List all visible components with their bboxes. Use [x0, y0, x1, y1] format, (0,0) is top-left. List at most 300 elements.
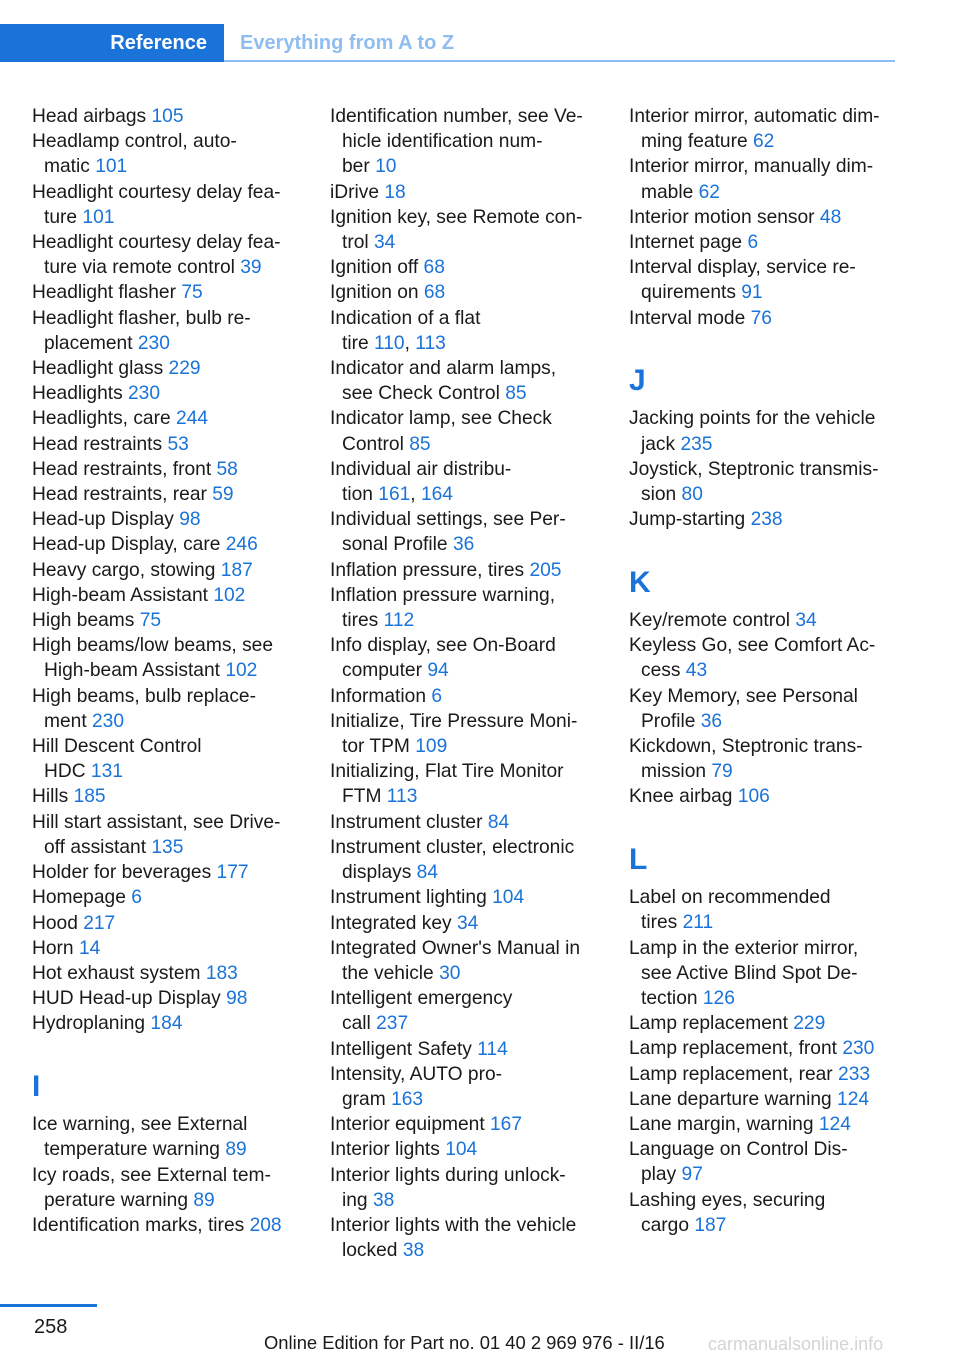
- entry-term: FTM: [342, 786, 382, 808]
- index-entry: [32, 583, 312, 608]
- page-reference-link[interactable]: 113: [386, 786, 418, 808]
- entry-term: see Check Control: [342, 383, 500, 405]
- entry-term: Knee airbag: [629, 786, 733, 808]
- entry-term: ture via remote control: [44, 257, 235, 279]
- page-reference-link[interactable]: 230: [128, 383, 161, 405]
- page-reference-link[interactable]: 6: [431, 685, 442, 707]
- index-entry: [330, 507, 610, 557]
- index-entry: [330, 1213, 610, 1263]
- index-entry: [32, 356, 312, 381]
- page-reference-link[interactable]: 106: [737, 786, 770, 808]
- index-entry: [330, 583, 610, 633]
- entry-term: Keyless Go, see Comfort Ac-: [629, 635, 876, 657]
- page-reference-link[interactable]: 114: [477, 1038, 508, 1060]
- page-reference-link[interactable]: 48: [819, 206, 842, 228]
- entry-term: Inflation pressure warning,: [330, 584, 556, 606]
- index-entry: [330, 104, 610, 180]
- page-header: [0, 24, 895, 62]
- page-reference-link[interactable]: 79: [711, 761, 733, 783]
- entry-term: Individual settings, see Per-: [330, 509, 566, 531]
- entry-term: Heavy cargo, stowing: [32, 559, 216, 581]
- page-reference-link[interactable]: 124: [837, 1088, 870, 1110]
- index-entry: [32, 104, 312, 129]
- index-entry: [32, 1011, 312, 1036]
- page-reference-link[interactable]: 6: [747, 232, 759, 254]
- entry-term: cargo: [641, 1214, 689, 1236]
- page-reference-link[interactable]: 38: [372, 1189, 395, 1211]
- entry-term: iDrive: [330, 181, 380, 203]
- page-reference-link[interactable]: 43: [685, 660, 708, 682]
- section-tab: Reference: [0, 24, 224, 62]
- entry-term: Interior lights with the vehicle: [330, 1214, 577, 1236]
- index-entry: [32, 986, 312, 1011]
- entry-term: Info display, see On-Board: [330, 635, 556, 657]
- index-entry: [330, 356, 610, 406]
- index-entry: [629, 608, 909, 633]
- page-reference-link[interactable]: 94: [427, 660, 449, 682]
- entry-term: Head-up Display, care: [32, 534, 221, 556]
- index-entry: [32, 936, 312, 961]
- entry-term: Information: [330, 685, 426, 707]
- entry-term: Lashing eyes, securing: [629, 1189, 826, 1211]
- page-reference-link[interactable]: 80: [681, 484, 703, 506]
- page-reference-link[interactable]: 244: [176, 408, 209, 430]
- index-entry: [629, 1011, 909, 1036]
- entry-term: Intelligent Safety: [330, 1038, 472, 1060]
- page-reference-link[interactable]: 164: [420, 484, 453, 506]
- page-reference-link[interactable]: 68: [423, 257, 445, 279]
- spacer: [32, 1037, 312, 1062]
- page-reference-link[interactable]: 68: [423, 282, 446, 304]
- page-reference-link[interactable]: 98: [179, 509, 201, 531]
- page-reference-link[interactable]: 163: [391, 1088, 424, 1110]
- index-entry: [629, 1112, 909, 1137]
- entry-term: Ignition key, see Remote con-: [330, 206, 583, 228]
- entry-term: Headlights, care: [32, 408, 171, 430]
- page-reference-link[interactable]: 34: [374, 232, 396, 254]
- page-reference-link[interactable]: 6: [131, 887, 142, 909]
- page-reference-link[interactable]: 187: [694, 1214, 727, 1236]
- entry-term: the vehicle: [342, 962, 434, 984]
- page-reference-link[interactable]: 135: [151, 836, 184, 858]
- page-reference-link[interactable]: 230: [842, 1038, 875, 1060]
- index-entry: [32, 1163, 312, 1213]
- page-reference-link[interactable]: 229: [793, 1013, 826, 1035]
- index-entry: [330, 1163, 610, 1213]
- index-entry: [629, 1087, 909, 1112]
- index-entry: [330, 885, 610, 910]
- page-reference-link[interactable]: 14: [78, 937, 101, 959]
- index-entry: [629, 885, 909, 935]
- entry-term: Interior equipment: [330, 1114, 485, 1136]
- entry-term: mission: [641, 761, 707, 783]
- index-letter-heading: J: [629, 364, 646, 398]
- entry-term: ing: [342, 1189, 368, 1211]
- entry-term: Lane departure warning: [629, 1088, 832, 1110]
- entry-term: Lamp replacement: [629, 1013, 788, 1035]
- entry-term: Key/remote control: [629, 610, 791, 631]
- header-rule: [224, 60, 895, 62]
- page-reference-link[interactable]: 58: [216, 458, 238, 480]
- index-entry: [32, 558, 312, 583]
- index-entry: [32, 633, 312, 683]
- index-entry: [32, 457, 312, 482]
- index-entry: [32, 180, 312, 230]
- index-entry: [330, 180, 610, 205]
- index-entry: [32, 129, 312, 179]
- entry-term: computer: [342, 660, 422, 682]
- index-entry: [330, 759, 610, 809]
- page-reference-link[interactable]: 238: [750, 509, 783, 531]
- entry-term: tire: [342, 332, 369, 354]
- entry-term: Head restraints: [32, 433, 163, 455]
- index-entry: [629, 1036, 909, 1061]
- entry-term: High-beam Assistant: [32, 584, 208, 606]
- page-reference-link[interactable]: 84: [416, 862, 439, 884]
- page-reference-link[interactable]: 208: [249, 1214, 282, 1236]
- page-reference-link[interactable]: 34: [795, 610, 817, 631]
- index-entry: [32, 1213, 312, 1238]
- page-reference-link[interactable]: 84: [487, 811, 510, 833]
- entry-term: Holder for beverages: [32, 862, 212, 884]
- spacer: [629, 331, 909, 356]
- entry-term: Headlight glass: [32, 358, 164, 380]
- entry-term: Homepage: [32, 887, 126, 909]
- entry-term: Identification number, see Ve-: [330, 106, 583, 127]
- index-entry: [32, 885, 312, 910]
- page-reference-link[interactable]: 187: [220, 559, 253, 581]
- page-reference-link[interactable]: 113: [415, 332, 446, 354]
- entry-term: matic: [44, 156, 90, 178]
- entry-term: trol: [342, 232, 369, 254]
- index-entry: [32, 608, 312, 633]
- index-entry: [629, 230, 909, 255]
- entry-term: High beams: [32, 610, 135, 632]
- page-reference-link[interactable]: 177: [216, 862, 249, 884]
- index-entry: [32, 810, 312, 860]
- page-reference-link[interactable]: 109: [415, 736, 448, 758]
- page-reference-link[interactable]: 38: [402, 1240, 425, 1262]
- index-entry: [330, 835, 610, 885]
- entry-term: Head restraints, rear: [32, 484, 207, 506]
- entry-term: Headlight flasher, bulb re-: [32, 307, 251, 329]
- entry-term: Interior lights during unlock-: [330, 1164, 566, 1186]
- index-column-3: [629, 104, 909, 1238]
- entry-term: Intensity, AUTO pro-: [330, 1063, 503, 1085]
- entry-term: Inflation pressure, tires: [330, 559, 525, 581]
- entry-term: Jacking points for the vehicle: [629, 408, 876, 430]
- index-entry: [629, 684, 909, 734]
- index-entry: [32, 961, 312, 986]
- entry-term: call: [342, 1013, 371, 1035]
- index-entry: [629, 255, 909, 305]
- page-reference-link[interactable]: 89: [193, 1189, 215, 1211]
- index-letter-heading: K: [629, 565, 651, 599]
- page-reference-link[interactable]: 229: [168, 358, 201, 380]
- entry-term: Joystick, Steptronic transmis-: [629, 458, 879, 480]
- page-reference-link[interactable]: 101: [82, 206, 115, 228]
- index-entry: [330, 280, 610, 305]
- index-entry: [32, 381, 312, 406]
- index-entry: [330, 810, 610, 835]
- entry-term: Indicator and alarm lamps,: [330, 358, 557, 380]
- entry-term: see Active Blind Spot De-: [641, 962, 858, 984]
- entry-term: tires: [641, 912, 678, 934]
- page-reference-link[interactable]: 101: [95, 156, 128, 178]
- entry-term: Head restraints, front: [32, 458, 212, 480]
- entry-term: Headlight courtesy delay fea-: [32, 181, 281, 203]
- page-reference-link[interactable]: 237: [376, 1013, 409, 1035]
- entry-term: Key Memory, see Personal: [629, 685, 858, 707]
- page-reference-link[interactable]: 112: [383, 610, 415, 632]
- entry-term: High beams/low beams, see: [32, 635, 274, 657]
- page-reference-link[interactable]: 98: [226, 988, 248, 1010]
- page-reference-link[interactable]: 62: [698, 181, 720, 203]
- entry-term: Lamp in the exterior mirror,: [629, 937, 859, 959]
- entry-term: ture: [44, 206, 78, 228]
- page-reference-link[interactable]: 75: [181, 282, 203, 304]
- index-entry: [32, 532, 312, 557]
- entry-term: Intelligent emergency: [330, 988, 513, 1010]
- entry-term: Initializing, Flat Tire Monitor: [330, 761, 564, 783]
- entry-term: Indication of a flat: [330, 307, 481, 329]
- spacer: [629, 810, 909, 835]
- entry-term: Head-up Display: [32, 509, 174, 531]
- entry-term: jack: [641, 433, 676, 455]
- index-entry: [629, 1062, 909, 1087]
- page-reference-link[interactable]: 102: [213, 584, 246, 606]
- index-entry: [629, 306, 909, 331]
- entry-term: Hot exhaust system: [32, 962, 201, 984]
- page-reference-link[interactable]: 184: [150, 1013, 183, 1035]
- index-entry: [32, 406, 312, 431]
- entry-term: Interval display, service re-: [629, 257, 856, 279]
- entry-term: Ignition off: [330, 257, 419, 279]
- entry-term: Integrated Owner's Manual in: [330, 937, 581, 959]
- entry-term: Headlights: [32, 383, 123, 405]
- index-entry: [629, 457, 909, 507]
- entry-term: Language on Control Dis-: [629, 1139, 848, 1161]
- index-entry: [32, 482, 312, 507]
- index-entry: [330, 255, 610, 280]
- page-reference-link[interactable]: 36: [452, 534, 475, 556]
- index-entry: [629, 936, 909, 1012]
- index-entry: [32, 734, 312, 784]
- entry-term: Label on recommended: [629, 887, 831, 909]
- page-reference-link[interactable]: 246: [225, 534, 258, 556]
- page-reference-link[interactable]: 62: [753, 131, 775, 153]
- entry-term: locked: [342, 1240, 398, 1262]
- entry-term: Headlight courtesy delay fea-: [32, 232, 281, 254]
- page-reference-link[interactable]: 39: [240, 257, 262, 279]
- index-entry: [330, 406, 610, 456]
- entry-term: tires: [342, 610, 379, 632]
- page-reference-link[interactable]: 185: [73, 786, 106, 808]
- page-reference-link[interactable]: 36: [700, 710, 723, 732]
- index-entry: [32, 684, 312, 734]
- index-entry: [330, 633, 610, 683]
- page-reference-link[interactable]: 91: [741, 282, 763, 304]
- entry-term: Integrated key: [330, 912, 452, 934]
- entry-term: Individual air distribu-: [330, 458, 512, 480]
- page-reference-link[interactable]: 205: [529, 559, 562, 581]
- index-entry: [330, 911, 610, 936]
- entry-term: Interval mode: [629, 307, 746, 329]
- spacer: [629, 532, 909, 557]
- index-entry: Indication of a flat tire 110, 113: [330, 307, 481, 354]
- index-entry: [32, 911, 312, 936]
- index-entry: [330, 1062, 610, 1112]
- entry-term: play: [641, 1164, 677, 1186]
- entry-term: off assistant: [44, 836, 147, 858]
- index-entry: [32, 280, 312, 305]
- page-reference-link[interactable]: 34: [456, 912, 479, 934]
- index-entry: [629, 154, 909, 204]
- entry-term: Identification marks, tires: [32, 1214, 245, 1236]
- entry-term: Headlamp control, auto-: [32, 131, 237, 153]
- entry-term: Indicator lamp, see Check: [330, 408, 552, 430]
- entry-term: Ignition on: [330, 282, 419, 304]
- entry-term: Icy roads, see External tem-: [32, 1164, 271, 1186]
- entry-term: Horn: [32, 937, 74, 959]
- page-reference-link[interactable]: 167: [490, 1114, 523, 1136]
- entry-term: Ice warning, see External: [32, 1114, 248, 1136]
- entry-term: gram: [342, 1088, 386, 1110]
- entry-term: Instrument cluster, electronic: [330, 836, 575, 858]
- entry-term: sonal Profile: [342, 534, 448, 556]
- entry-term: Initialize, Tire Pressure Moni-: [330, 710, 578, 732]
- page-reference-link[interactable]: 211: [682, 912, 714, 934]
- entry-term: Interior mirror, automatic dim-: [629, 106, 880, 127]
- index-entry: [32, 432, 312, 457]
- entry-term: Lane margin, warning: [629, 1114, 814, 1136]
- entry-term: Interior mirror, manually dim-: [629, 156, 874, 178]
- entry-term: Instrument lighting: [330, 887, 487, 909]
- index-column-1: [32, 104, 312, 1238]
- entry-term: Hills: [32, 786, 69, 808]
- entry-term: High beams, bulb replace-: [32, 685, 256, 707]
- page-reference-link[interactable]: 102: [225, 660, 258, 682]
- index-letter-heading: L: [629, 842, 648, 876]
- index-entry: [32, 860, 312, 885]
- entry-term: placement: [44, 332, 133, 354]
- page-reference-link[interactable]: 131: [90, 761, 123, 783]
- entry-term: Headlight flasher: [32, 282, 176, 304]
- page-reference-link[interactable]: 59: [212, 484, 234, 506]
- index-entry: [330, 986, 610, 1036]
- index-entry: [330, 684, 610, 709]
- entry-term: Lamp replacement, front: [629, 1038, 837, 1060]
- index-entry: [629, 1137, 909, 1187]
- footer-rule: [0, 1304, 97, 1307]
- page-reference-link[interactable]: 230: [137, 332, 170, 354]
- page-reference-link[interactable]: 85: [505, 383, 527, 405]
- index-entry: [32, 784, 312, 809]
- page-reference-link[interactable]: 161: [378, 484, 411, 506]
- entry-term: Interior motion sensor: [629, 206, 815, 228]
- page-reference-link[interactable]: 217: [83, 912, 116, 934]
- entry-term: Head airbags: [32, 106, 147, 127]
- index-entry: [629, 205, 909, 230]
- edition-note: Online Edition for Part no. 01 40 2 969 976 - II/16: [264, 1332, 665, 1353]
- entry-term: Lamp replacement, rear: [629, 1063, 833, 1085]
- index-entry: [330, 205, 610, 255]
- page-reference-link[interactable]: 30: [439, 962, 461, 984]
- index-entry: [629, 1188, 909, 1238]
- page-reference-link[interactable]: 110: [374, 332, 405, 354]
- index-entry: [32, 1112, 312, 1162]
- page-reference-link[interactable]: 230: [92, 710, 125, 732]
- page-reference-link[interactable]: 124: [818, 1114, 851, 1136]
- entry-term: Hood: [32, 912, 78, 934]
- entry-term: sion: [641, 484, 677, 506]
- index-entry: [330, 709, 610, 759]
- page-reference-link[interactable]: 10: [375, 156, 397, 178]
- entry-term: High-beam Assistant: [44, 660, 220, 682]
- page-reference-link[interactable]: 89: [225, 1139, 247, 1161]
- page-reference-link[interactable]: 18: [384, 181, 406, 203]
- entry-term: tection: [641, 988, 698, 1010]
- index-entry: [629, 406, 909, 456]
- index-entry: [629, 104, 909, 154]
- entry-term: Internet page: [629, 232, 743, 254]
- entry-term: Hill Descent Control: [32, 736, 202, 758]
- index-entry: [32, 507, 312, 532]
- page-reference-link[interactable]: 104: [445, 1139, 478, 1161]
- index-entry: [32, 306, 312, 356]
- entry-term: displays: [342, 862, 412, 884]
- entry-term: temperature warning: [44, 1139, 220, 1161]
- page-number: 258: [34, 1316, 68, 1338]
- page-reference-link[interactable]: 105: [151, 106, 184, 127]
- entry-term: ber: [342, 156, 370, 178]
- entry-term: Jump-starting: [629, 509, 746, 531]
- entry-term: hicle identification num-: [342, 131, 543, 153]
- entry-term: Hill start assistant, see Drive-: [32, 811, 281, 833]
- page-reference-link[interactable]: 235: [680, 433, 713, 455]
- page-reference-link[interactable]: 76: [750, 307, 772, 329]
- index-entry: [629, 633, 909, 683]
- entry-term: HUD Head-up Display: [32, 988, 221, 1010]
- index-letter-heading: I: [32, 1069, 41, 1103]
- entry-term: tor TPM: [342, 736, 410, 758]
- entry-term: Kickdown, Steptronic trans-: [629, 736, 863, 758]
- page-reference-link[interactable]: 75: [139, 610, 162, 632]
- entry-term: ming feature: [641, 131, 748, 153]
- entry-term: Control: [342, 433, 404, 455]
- index-entry: Individual air distribu- tion 161, 164: [330, 458, 512, 506]
- entry-term: quirements: [641, 282, 736, 304]
- page-reference-link[interactable]: 126: [702, 988, 735, 1010]
- index-entry: [629, 734, 909, 784]
- page-reference-link[interactable]: 183: [205, 962, 238, 984]
- watermark: carmanualsonline.info: [708, 1334, 884, 1354]
- entry-term: Hydroplaning: [32, 1013, 146, 1035]
- page-reference-link[interactable]: 53: [167, 433, 189, 455]
- entry-term: Instrument cluster: [330, 811, 483, 833]
- entry-term: mable: [641, 181, 694, 203]
- entry-term: perature warning: [44, 1189, 188, 1211]
- page-reference-link[interactable]: 233: [838, 1063, 871, 1085]
- entry-term: HDC: [44, 761, 86, 783]
- page-reference-link[interactable]: 97: [681, 1164, 703, 1186]
- page-reference-link[interactable]: 104: [492, 887, 525, 909]
- index-entry: [330, 1112, 610, 1137]
- page-reference-link[interactable]: 85: [409, 433, 431, 455]
- entry-term: Interior lights: [330, 1139, 440, 1161]
- entry-term: ment: [44, 710, 87, 732]
- topic-title: Everything from A to Z: [240, 31, 455, 54]
